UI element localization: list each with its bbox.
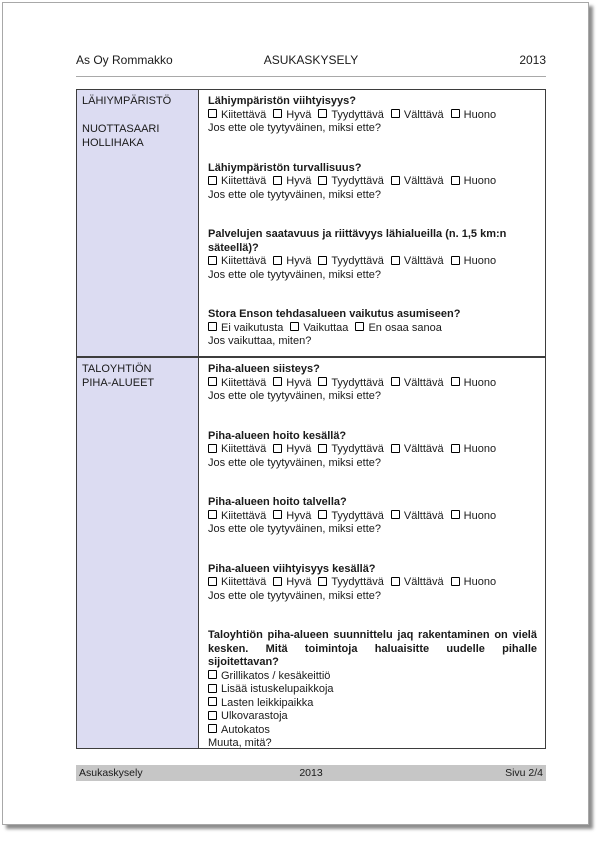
header-company: As Oy Rommakko (76, 53, 173, 67)
question-followup: Jos vaikuttaa, miten? (208, 335, 312, 347)
question-block (208, 430, 537, 471)
checkbox-option[interactable] (451, 510, 496, 522)
page-footer (76, 765, 546, 781)
question-followup: Jos ette ole tyytyväinen, miksi ette? (208, 268, 382, 281)
checkbox-icon[interactable] (208, 256, 217, 265)
option-label: Kiitettävä (221, 443, 267, 455)
checkbox-option[interactable] (273, 175, 311, 187)
checkbox-icon[interactable] (208, 444, 217, 453)
checkbox-icon[interactable] (355, 322, 364, 331)
survey-table (76, 89, 546, 749)
checkbox-icon[interactable] (318, 176, 327, 185)
options-row (208, 576, 537, 590)
question-title: Palvelujen saatavuus ja riittävyys lähialueilla (n. 1,5 km:n säteellä)? (208, 228, 507, 254)
section-label (77, 90, 199, 356)
checkbox-icon[interactable] (391, 377, 400, 386)
checkbox-icon[interactable] (208, 176, 217, 185)
option-label: Tyydyttävä (331, 108, 384, 121)
checkbox-icon[interactable] (451, 510, 460, 519)
section-label-line (82, 108, 195, 122)
section-label-line: NUOTTASAARI (82, 123, 160, 135)
checkbox-icon[interactable] (318, 377, 327, 386)
checkbox-icon[interactable] (208, 109, 217, 118)
checkbox-option[interactable] (318, 377, 384, 389)
checkbox-icon[interactable] (451, 176, 460, 185)
option-label: Hyvä (286, 376, 312, 389)
checkbox-option[interactable] (391, 576, 444, 588)
option-label: En osaa sanoa (368, 321, 442, 334)
option-label: Välttävä (403, 108, 444, 121)
checkbox-icon[interactable] (208, 697, 217, 706)
option-label: Huono (463, 576, 497, 588)
question-block (208, 363, 537, 404)
footer-page-indicator: Sivu 2/4 (505, 767, 544, 779)
question-block (208, 95, 537, 136)
checkbox-option[interactable] (318, 443, 384, 455)
checkbox-option[interactable] (391, 175, 444, 187)
question-followup: Jos ette ole tyytyväinen, miksi ette? (208, 523, 382, 535)
checkbox-option[interactable] (318, 175, 384, 187)
option-label: Huono (463, 255, 497, 267)
option-label: Ulkovarastoja (221, 710, 288, 722)
checkbox-option[interactable] (273, 443, 311, 455)
option-label: Kiitettävä (221, 376, 267, 389)
footer-year: 2013 (299, 767, 323, 779)
checkbox-icon[interactable] (318, 444, 327, 453)
checkbox-icon[interactable] (208, 577, 217, 586)
option-label: Huono (463, 509, 497, 522)
option-label: Kiitettävä (221, 576, 267, 588)
question-title: Piha-alueen hoito talvella? (208, 496, 347, 508)
option-label: Huono (463, 108, 497, 121)
document-page (2, 2, 589, 825)
options-row (208, 377, 537, 391)
options-row (208, 510, 537, 524)
option-label: Vaikuttaa (303, 321, 349, 334)
checkbox-option[interactable] (451, 109, 496, 121)
option-label: Tyydyttävä (331, 509, 384, 522)
checkbox-option[interactable] (208, 724, 537, 738)
checkbox-option[interactable] (318, 255, 384, 267)
checkbox-option[interactable] (273, 510, 311, 522)
header-year: 2013 (519, 53, 547, 67)
option-label: Autokatos (221, 723, 270, 736)
question-followup: Jos ette ole tyytyväinen, miksi ette? (208, 589, 382, 602)
question-block (208, 563, 537, 604)
option-label: Hyvä (286, 108, 312, 121)
question-block (208, 162, 537, 203)
option-label: Ei vaikutusta (221, 321, 284, 334)
checkbox-icon[interactable] (318, 109, 327, 118)
checkbox-icon[interactable] (451, 577, 460, 586)
option-label: Kiitettävä (221, 175, 267, 187)
question-followup: Jos ette ole tyytyväinen, miksi ette? (208, 188, 382, 201)
section-label-line: HOLLIHAKA (82, 137, 144, 149)
checkbox-icon[interactable] (208, 670, 217, 679)
checkbox-option[interactable] (391, 443, 444, 455)
section-label-line: LÄHIYMPÄRISTÖ (82, 95, 172, 107)
checkbox-option[interactable] (318, 109, 384, 121)
question-followup: Jos ette ole tyytyväinen, miksi ette? (208, 456, 382, 469)
checkbox-option[interactable] (290, 322, 348, 334)
option-label: Huono (463, 443, 497, 455)
checkbox-option[interactable] (208, 109, 266, 121)
option-label: Hyvä (286, 255, 312, 267)
checkbox-icon[interactable] (208, 684, 217, 693)
page-header (76, 3, 546, 67)
checkbox-option[interactable] (208, 697, 537, 711)
option-label: Hyvä (286, 576, 312, 588)
section-row (77, 90, 545, 356)
checkbox-option[interactable] (208, 255, 266, 267)
question-title: Lähiympäristön viihtyisyys? (208, 95, 356, 107)
checkbox-icon[interactable] (318, 256, 327, 265)
checkbox-option[interactable] (273, 377, 311, 389)
checkbox-icon[interactable] (273, 377, 282, 386)
checkbox-icon[interactable] (451, 109, 460, 118)
section-label (77, 358, 199, 748)
checkbox-option[interactable] (391, 109, 444, 121)
checkbox-option[interactable] (273, 109, 311, 121)
option-label: Välttävä (403, 376, 444, 389)
option-label: Kiitettävä (221, 509, 267, 522)
checkbox-icon[interactable] (391, 176, 400, 185)
checkbox-option[interactable] (208, 377, 266, 389)
checkbox-icon[interactable] (290, 322, 299, 331)
option-label: Huono (463, 376, 497, 389)
checkbox-icon[interactable] (208, 724, 217, 733)
option-label: Tyydyttävä (331, 376, 384, 389)
options-row (208, 175, 537, 189)
checkbox-icon[interactable] (391, 256, 400, 265)
question-title: Piha-alueen hoito kesällä? (208, 429, 347, 442)
checkbox-icon[interactable] (451, 377, 460, 386)
checkbox-option[interactable] (451, 175, 496, 187)
options-row (208, 255, 537, 269)
option-label: Välttävä (403, 443, 444, 455)
checkbox-option[interactable] (273, 255, 311, 267)
option-label: Hyvä (286, 509, 312, 522)
question-followup: Jos ette ole tyytyväinen, miksi ette? (208, 390, 382, 402)
checkbox-icon[interactable] (208, 377, 217, 386)
checkbox-icon[interactable] (273, 577, 282, 586)
option-label: Tyydyttävä (331, 175, 384, 187)
checkbox-icon[interactable] (208, 322, 217, 331)
question-followup: Jos ette ole tyytyväinen, miksi ette? (208, 122, 382, 134)
question-title: Taloyhtiön piha-alueen suunnittelu jaq rakentaminen on vielä kesken. Mitä toimintoja haluaisitte uudelle pihalle sijoitettavan? (208, 629, 537, 668)
checkbox-icon[interactable] (273, 510, 282, 519)
checkbox-icon[interactable] (273, 444, 282, 453)
option-label: Hyvä (286, 443, 312, 455)
question-title: Lähiympäristön turvallisuus? (208, 161, 362, 174)
option-label: Välttävä (403, 175, 444, 187)
checkbox-icon[interactable] (318, 510, 327, 519)
checkbox-option[interactable] (208, 322, 283, 334)
checkbox-option[interactable] (273, 576, 311, 588)
checkbox-option[interactable] (318, 510, 384, 522)
checkbox-icon[interactable] (451, 444, 460, 453)
checkbox-option[interactable] (451, 576, 496, 588)
checkbox-option[interactable] (451, 377, 496, 389)
checkbox-icon[interactable] (273, 176, 282, 185)
question-title: Piha-alueen siisteys? (208, 363, 320, 375)
option-label: Grillikatos / kesäkeittiö (221, 669, 331, 682)
checkbox-icon[interactable] (318, 577, 327, 586)
checkbox-option[interactable] (451, 255, 496, 267)
options-row (208, 109, 537, 123)
question-column (199, 358, 545, 748)
option-label: Kiitettävä (221, 255, 267, 267)
checkbox-option[interactable] (391, 377, 444, 389)
section-label-line: TALOYHTIÖN (82, 363, 152, 375)
section-label-line: PIHA-ALUEET (82, 377, 155, 389)
question-followup: Muuta, mitä? (208, 737, 272, 748)
checkbox-icon[interactable] (391, 510, 400, 519)
option-label: Tyydyttävä (331, 443, 384, 455)
checkbox-option[interactable] (391, 255, 444, 267)
question-column (199, 90, 545, 356)
checkbox-icon[interactable] (391, 577, 400, 586)
option-label: Välttävä (403, 509, 444, 522)
checkbox-option[interactable] (208, 510, 266, 522)
option-label: Kiitettävä (221, 108, 267, 121)
question-block (208, 496, 537, 537)
options-row (208, 443, 537, 457)
checkbox-option[interactable] (318, 576, 384, 588)
checkbox-option[interactable] (391, 510, 444, 522)
checkbox-option[interactable] (208, 683, 537, 697)
checkbox-icon[interactable] (451, 256, 460, 265)
checkbox-icon[interactable] (273, 256, 282, 265)
checkbox-icon[interactable] (391, 109, 400, 118)
footer-doc-name: Asukaskysely (79, 767, 143, 779)
header-rule (76, 76, 546, 77)
checkbox-option[interactable] (208, 576, 266, 588)
header-title: ASUKASKYSELY (263, 53, 359, 67)
question-title: Stora Enson tehdasalueen vaikutus asumiseen? (208, 308, 461, 320)
checkbox-option[interactable] (208, 443, 266, 455)
section-row (77, 356, 545, 748)
question-block (208, 308, 537, 349)
option-label: Hyvä (286, 175, 312, 187)
checkbox-option[interactable] (451, 443, 496, 455)
option-label: Tyydyttävä (331, 255, 384, 267)
checkbox-option[interactable] (208, 670, 537, 684)
checkbox-icon[interactable] (208, 510, 217, 519)
option-label: Välttävä (403, 255, 444, 267)
option-label: Huono (463, 175, 497, 187)
checkbox-icon[interactable] (273, 109, 282, 118)
question-title: Piha-alueen viihtyisyys kesällä? (208, 562, 376, 575)
page-content (76, 3, 546, 781)
checkbox-option[interactable] (355, 322, 441, 334)
option-label: Tyydyttävä (331, 576, 384, 588)
option-label: Lasten leikkipaikka (221, 696, 314, 709)
checkbox-option[interactable] (208, 710, 537, 724)
checkbox-icon[interactable] (391, 444, 400, 453)
checkbox-option[interactable] (208, 175, 266, 187)
question-block (208, 629, 537, 748)
question-block (208, 228, 537, 282)
option-label: Lisää istuskelupaikkoja (221, 683, 334, 695)
options-row (208, 322, 537, 336)
option-label: Välttävä (403, 576, 444, 588)
checkbox-icon[interactable] (208, 711, 217, 720)
